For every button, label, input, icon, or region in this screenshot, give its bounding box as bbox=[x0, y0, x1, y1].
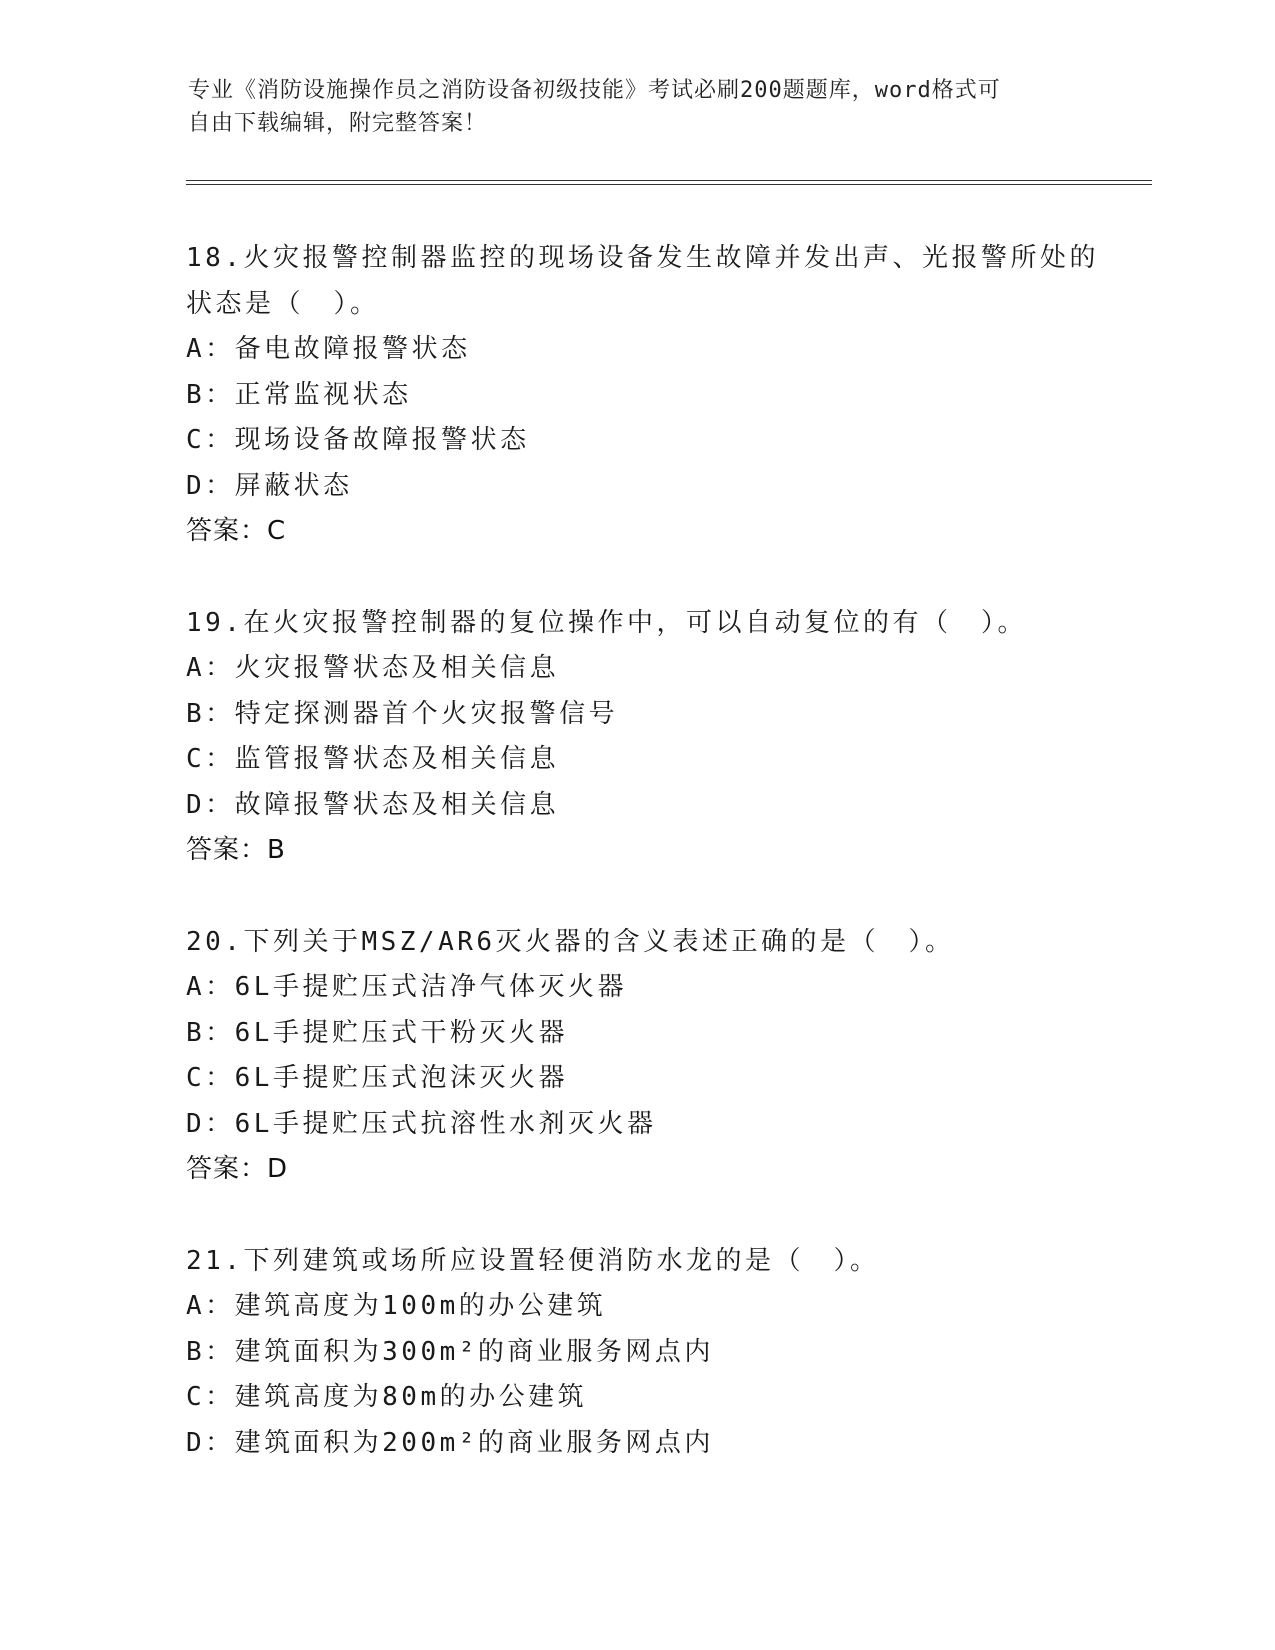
option-b: B：特定探测器首个火灾报警信号 bbox=[186, 698, 619, 729]
question-21 bbox=[186, 1239, 1166, 1467]
option-d: D：屏蔽状态 bbox=[186, 470, 353, 501]
document-header bbox=[188, 74, 1088, 140]
question-20 bbox=[186, 920, 1166, 1193]
option-a: A：6L手提贮压式洁净气体灭火器 bbox=[186, 972, 627, 1002]
question-19 bbox=[186, 601, 1166, 874]
question-stem: 19.在火灾报警控制器的复位操作中，可以自动复位的有（ ）。 bbox=[186, 607, 1027, 638]
question-18 bbox=[186, 236, 1166, 555]
answer-line: 答案：B bbox=[186, 835, 286, 865]
answer-line: 答案：C bbox=[186, 516, 287, 546]
question-stem: 18.火灾报警控制器监控的现场设备发生故障并发出声、光报警所处的 bbox=[186, 243, 1099, 273]
option-b: B：6L手提贮压式干粉灭火器 bbox=[186, 1017, 568, 1048]
header-divider-top bbox=[186, 180, 1152, 181]
option-b: B：建筑面积为300m²的商业服务网点内 bbox=[186, 1336, 714, 1367]
question-list bbox=[186, 236, 1166, 1512]
answer-line: 答案：D bbox=[186, 1154, 289, 1184]
option-a: A：火灾报警状态及相关信息 bbox=[186, 653, 560, 683]
option-c: C：监管报警状态及相关信息 bbox=[186, 744, 560, 774]
option-a: A：建筑高度为100m的办公建筑 bbox=[186, 1291, 607, 1321]
option-d: D：建筑面积为200m²的商业服务网点内 bbox=[186, 1427, 714, 1458]
question-stem: 21.下列建筑或场所应设置轻便消防水龙的是（ ）。 bbox=[186, 1245, 880, 1276]
question-stem: 20.下列关于MSZ/AR6灭火器的含义表述正确的是（ ）。 bbox=[186, 926, 955, 957]
header-divider-bottom bbox=[186, 184, 1152, 185]
option-b: B：正常监视状态 bbox=[186, 379, 412, 410]
option-c: C：建筑高度为80m的办公建筑 bbox=[186, 1382, 588, 1412]
option-c: C：6L手提贮压式泡沫灭火器 bbox=[186, 1063, 568, 1093]
question-stem-continued: 状态是（ ）。 bbox=[186, 288, 380, 319]
option-d: D：6L手提贮压式抗溶性水剂灭火器 bbox=[186, 1108, 657, 1139]
option-a: A：备电故障报警状态 bbox=[186, 334, 471, 364]
header-line-1: 专业《消防设施操作员之消防设备初级技能》考试必刷200题题库，word格式可 bbox=[188, 78, 1001, 103]
option-c: C：现场设备故障报警状态 bbox=[186, 425, 530, 455]
option-d: D：故障报警状态及相关信息 bbox=[186, 789, 560, 820]
header-line-2: 自由下载编辑，附完整答案！ bbox=[188, 111, 488, 136]
